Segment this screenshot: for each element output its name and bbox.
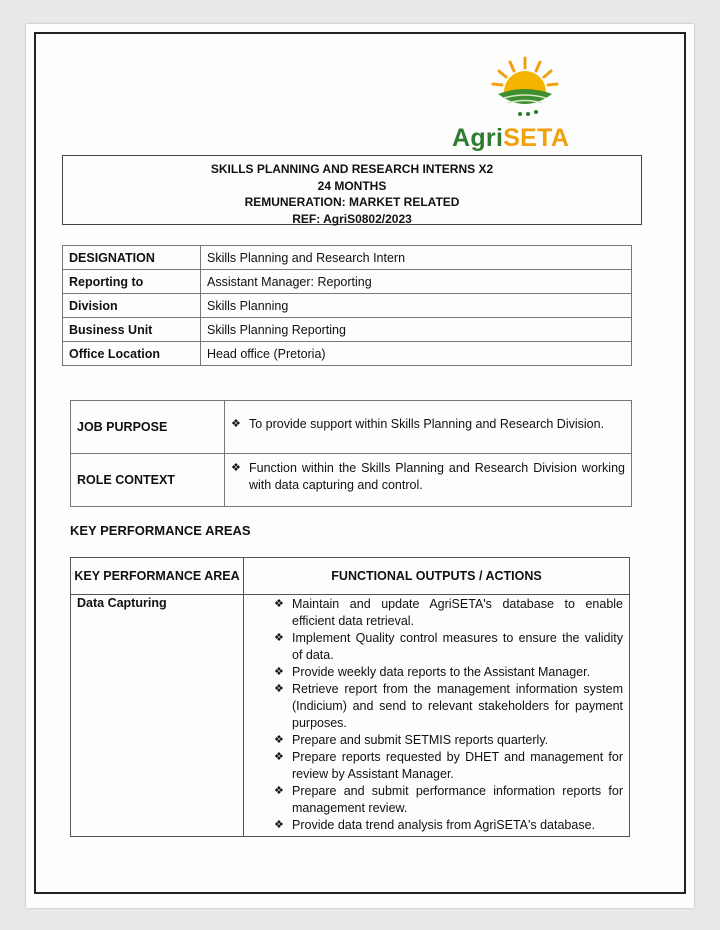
diamond-bullet-icon: ❖ (231, 462, 241, 474)
table-header-row (71, 558, 630, 595)
role-context-label: ROLE CONTEXT (71, 454, 225, 507)
info-value: Skills Planning (201, 294, 632, 318)
diamond-bullet-icon: ❖ (274, 734, 284, 746)
diamond-bullet-icon: ❖ (274, 819, 284, 831)
list-item-text: Provide data trend analysis from AgriSETA's database. (292, 818, 596, 832)
info-label: Business Unit (63, 318, 201, 342)
list-item (250, 817, 623, 834)
sun-field-icon (490, 54, 560, 120)
list-item-text: Prepare and submit performance information reports for management review. (292, 784, 623, 815)
kpa-heading: KEY PERFORMANCE AREAS (70, 523, 251, 538)
table-row (71, 595, 630, 837)
list-item (250, 732, 623, 749)
job-purpose-text: To provide support within Skills Planning and Research Division. (249, 416, 605, 431)
table-row (63, 342, 632, 366)
diamond-bullet-icon: ❖ (274, 632, 284, 644)
info-value: Assistant Manager: Reporting (201, 270, 632, 294)
position-info-table (62, 245, 632, 366)
diamond-bullet-icon: ❖ (274, 666, 284, 678)
diamond-bullet-icon: ❖ (274, 751, 284, 763)
info-label: DESIGNATION (63, 246, 201, 270)
list-item (250, 749, 623, 783)
info-label: Office Location (63, 342, 201, 366)
list-item (250, 630, 623, 664)
position-header (62, 155, 642, 225)
document-page (26, 24, 694, 908)
role-context-text: Function within the Skills Planning and Research Division working with data capturing and control. (249, 461, 625, 492)
header-duration: 24 MONTHS (317, 178, 387, 193)
role-context-cell (225, 454, 632, 507)
info-value: Head office (Pretoria) (201, 342, 632, 366)
info-label: Division (63, 294, 201, 318)
kpa-col-header: KEY PERFORMANCE AREA (71, 558, 244, 595)
diamond-bullet-icon: ❖ (274, 598, 284, 610)
table-row (63, 270, 632, 294)
agriseta-logo (452, 54, 602, 154)
table-row (71, 401, 632, 454)
kpa-table (70, 557, 630, 837)
table-row (63, 246, 632, 270)
table-row (63, 318, 632, 342)
logo-text-seta: SETA (503, 124, 570, 152)
actions-list (250, 596, 623, 834)
header-reference: REF: AgriS0802/2023 (292, 211, 412, 226)
list-item-text: Prepare and submit SETMIS reports quarterly. (292, 733, 549, 747)
info-label: Reporting to (63, 270, 201, 294)
diamond-bullet-icon: ❖ (231, 417, 241, 430)
list-item-text: Prepare reports requested by DHET and management for review by Assistant Manager. (292, 750, 623, 781)
list-item-text: Provide weekly data reports to the Assistant Manager. (292, 665, 591, 679)
kpa-actions-cell (244, 595, 630, 837)
diamond-bullet-icon: ❖ (274, 785, 284, 797)
kpa-area: Data Capturing (71, 595, 244, 837)
logo-wordmark (452, 124, 569, 153)
diamond-bullet-icon: ❖ (274, 683, 284, 695)
list-item (250, 783, 623, 817)
list-item (250, 596, 623, 630)
list-item (250, 664, 623, 681)
table-row (71, 454, 632, 507)
header-remuneration: REMUNERATION: MARKET RELATED (244, 195, 460, 209)
list-item-text: Retrieve report from the management information system (Indicium) and send to relevant stakeholders for payment purposes. (292, 682, 623, 730)
header-title: SKILLS PLANNING AND RESEARCH INTERNS X2 (210, 162, 494, 176)
table-row (63, 294, 632, 318)
info-value: Skills Planning Reporting (201, 318, 632, 342)
list-item-text: Implement Quality control measures to ensure the validity of data. (292, 631, 623, 662)
job-purpose-label: JOB PURPOSE (71, 401, 225, 454)
list-item-text: Maintain and update AgriSETA's database to enable efficient data retrieval. (292, 597, 623, 628)
list-item (250, 681, 623, 732)
info-value: Skills Planning and Research Intern (201, 246, 632, 270)
purpose-table (70, 400, 632, 507)
outputs-col-header: FUNCTIONAL OUTPUTS / ACTIONS (244, 558, 630, 595)
logo-text-agri: Agri (452, 124, 504, 152)
job-purpose-cell (225, 401, 632, 454)
